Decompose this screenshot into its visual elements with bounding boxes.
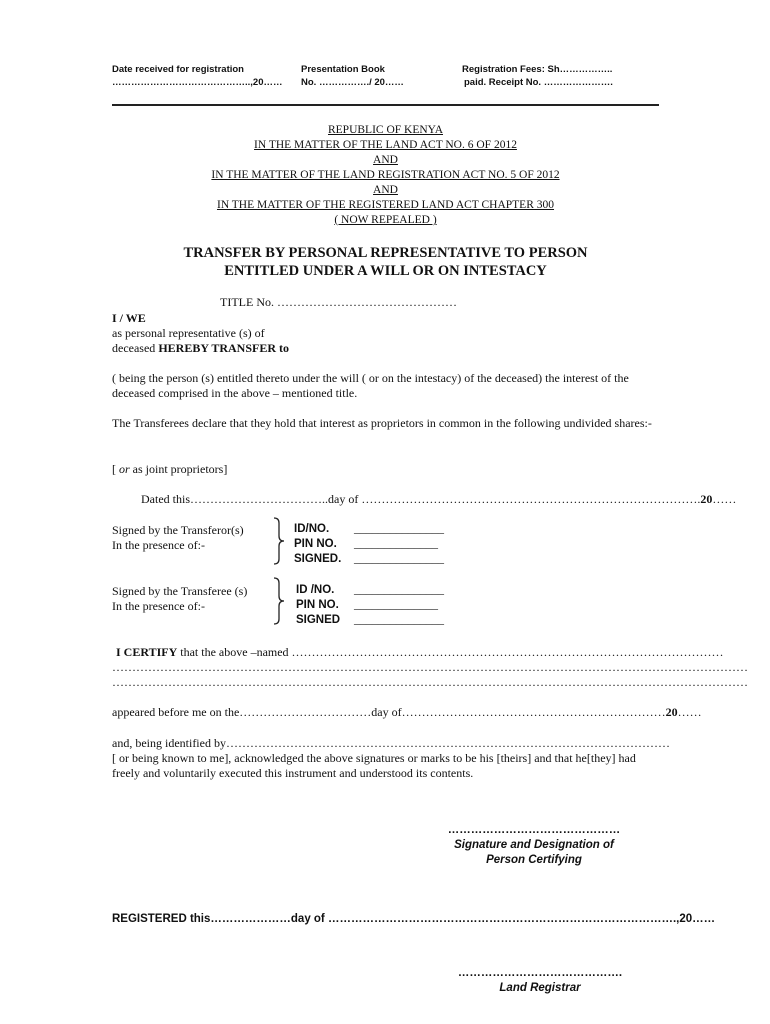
dated-prefix: Dated this……………………………..day of …………………………………………………………………………. — [141, 492, 701, 506]
statute-caption — [112, 123, 659, 228]
transferee-id-field[interactable]: _______________ — [354, 582, 444, 596]
joint-proprietors-line — [112, 462, 227, 477]
transferee-signed-label: Signed by the Transferee (s) — [112, 584, 248, 598]
appeared-prefix: appeared before me on the……………………………day of………………………………………………………… — [112, 705, 666, 719]
presentation-book-label: Presentation Book — [301, 64, 385, 75]
date-received-block — [112, 63, 283, 89]
presentation-book-block — [301, 63, 404, 89]
header-divider — [112, 104, 659, 106]
form-title-line-1: TRANSFER BY PERSONAL REPRESENTATIVE TO PERSON — [183, 245, 588, 261]
dated-line[interactable] — [141, 492, 736, 507]
joint-or-text: or — [119, 462, 130, 476]
registrar-signature-line[interactable]: ……………………………………. — [457, 967, 623, 979]
joint-rest-text: as joint proprietors] — [129, 462, 228, 476]
caption-line-7: ( NOW REPEALED ) — [334, 214, 437, 226]
certifier-signature-line[interactable]: ……………………………………… — [447, 824, 621, 836]
form-title-line-2: ENTITLED UNDER A WILL OR ON INTESTACY — [224, 263, 547, 279]
date-received-label: Date received for registration — [112, 64, 244, 75]
certify-bold-text: I CERTIFY — [116, 645, 178, 659]
certify-line — [116, 645, 724, 660]
transferees-paragraph: The Transferees declare that they hold that interest as proprietors in common in the following undivided shares:- — [112, 416, 652, 430]
certifier-person-label: Person Certifying — [486, 854, 582, 866]
appeared-line[interactable] — [112, 705, 702, 720]
transferor-signature-field[interactable]: _______________ — [354, 551, 444, 565]
land-registrar-label: Land Registrar — [499, 982, 581, 994]
transferor-id-label: ID/NO. — [294, 523, 330, 535]
certify-rest-text[interactable]: that the above –named ……………………………………………………………………………………………… — [177, 645, 724, 659]
registered-line[interactable]: REGISTERED this…………………day of ……………………………………………………………………………….,20…… — [112, 913, 716, 925]
transferor-signed-field-label: SIGNED. — [294, 553, 342, 565]
registration-fees-block — [462, 63, 613, 89]
transferor-presence-label: In the presence of:- — [112, 538, 205, 552]
transferor-pin-label: PIN NO. — [294, 538, 337, 550]
identified-line[interactable]: and, being identified by………………………………………………………………………………………………… — [112, 736, 670, 750]
hereby-transfer-text: HEREBY TRANSFER to — [158, 341, 289, 355]
dated-year: 20 — [700, 492, 713, 506]
caption-line-5: AND — [373, 184, 398, 196]
form-title — [112, 244, 659, 280]
deceased-line — [112, 341, 289, 356]
certify-dots-line-2[interactable]: …………………………………………………………………………………………………………………………………………… — [112, 675, 748, 689]
caption-line-2: IN THE MATTER OF THE LAND ACT NO. 6 OF 2012 — [254, 139, 517, 151]
transferor-signed-label: Signed by the Transferor(s) — [112, 523, 244, 537]
transferor-brace-icon — [270, 517, 286, 565]
presentation-book-value: No. ……………./ 20…… — [301, 77, 404, 88]
transferee-id-label: ID /NO. — [296, 584, 335, 596]
registrar-signature-block — [440, 966, 640, 996]
registration-fees-label: Registration Fees: Sh…………….. — [462, 64, 613, 75]
appeared-year: 20 — [665, 705, 678, 719]
caption-line-6: IN THE MATTER OF THE REGISTERED LAND ACT CHAPTER 300 — [216, 199, 555, 211]
entitled-paragraph: ( being the person (s) entitled thereto under the will ( or on the intestacy) of the deceased) the interest of the deceased comprised in the above – mentioned title. — [112, 371, 629, 400]
certifier-signature-block — [420, 823, 648, 868]
known-paragraph: [ or being known to me], acknowledged the above signatures or marks to be his [theirs] and that he[they] had freely and voluntarily executed this instrument and understood its contents. — [112, 751, 636, 780]
transferor-names-label: I / WE — [112, 311, 146, 325]
transferee-signed-field-label: SIGNED — [296, 614, 341, 626]
title-number-field[interactable]: TITLE No. ……………………………………… — [220, 295, 457, 309]
date-received-value: ……………………………………..,20…… — [112, 77, 283, 88]
personal-representative-line: as personal representative (s) of — [112, 326, 265, 340]
transferor-id-field[interactable]: _______________ — [354, 521, 444, 535]
deceased-prefix: deceased — [112, 341, 159, 355]
transferee-signature-field[interactable]: _______________ — [354, 612, 444, 626]
transferee-presence-label: In the presence of:- — [112, 599, 205, 613]
appeared-suffix: …… — [677, 705, 702, 719]
transferor-pin-field[interactable]: ______________ — [354, 536, 438, 550]
registration-fees-value: paid. Receipt No. …………………. — [464, 77, 613, 88]
joint-bracket-open: [ — [112, 462, 119, 476]
certify-dots-line-1[interactable]: …………………………………………………………………………………………………………………………………………… — [112, 660, 748, 674]
certifier-designation-label: Signature and Designation of — [454, 839, 614, 851]
transferee-pin-field[interactable]: ______________ — [354, 597, 438, 611]
caption-line-3: AND — [373, 154, 398, 166]
transferee-pin-label: PIN NO. — [296, 599, 339, 611]
transferee-brace-icon — [270, 577, 286, 625]
dated-suffix: …… — [712, 492, 737, 506]
caption-line-1: REPUBLIC OF KENYA — [327, 124, 443, 136]
caption-line-4: IN THE MATTER OF THE LAND REGISTRATION ACT NO. 5 OF 2012 — [211, 169, 560, 181]
